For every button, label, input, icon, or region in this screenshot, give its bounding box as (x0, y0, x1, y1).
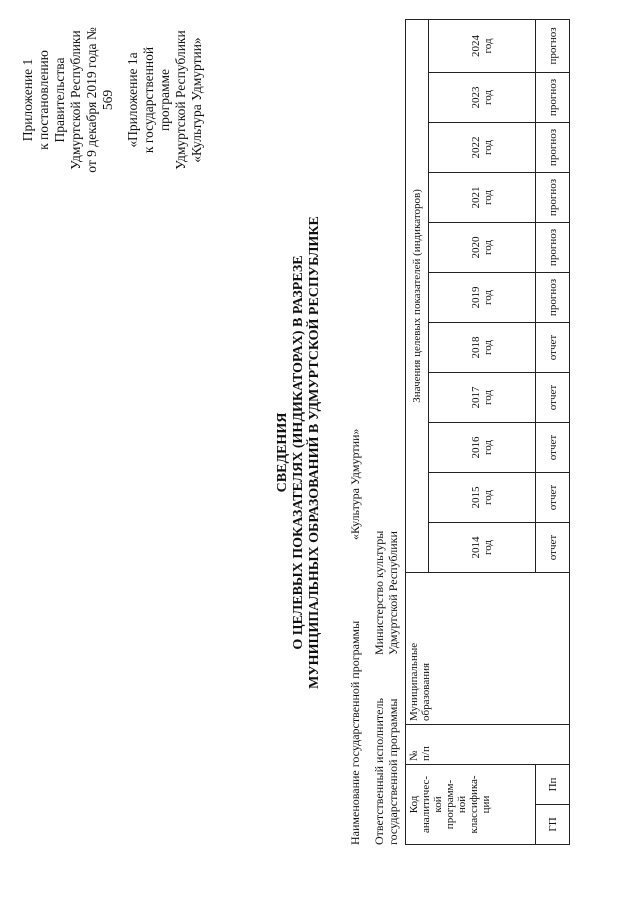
year-value: 2022 (469, 136, 482, 159)
indicators-table (405, 19, 570, 845)
appendix-1a-line: Удмуртской Республики (173, 30, 188, 170)
appendix-line: Приложение 1 (20, 58, 35, 142)
code-header-line: кой (432, 796, 444, 813)
program-name-value: «Культура Удмуртии» (348, 428, 362, 540)
year-cell (428, 122, 535, 172)
code-header-line: ной (456, 795, 468, 814)
appendix-1a-line: «Приложение 1а (125, 52, 140, 148)
year-unit: год (481, 539, 494, 555)
executor-label-1: Ответственный исполнитель (372, 698, 386, 845)
status-cell: прогноз (536, 272, 570, 322)
code-header-line: аналитичес- (420, 775, 432, 834)
num-header-line: п/п (420, 746, 432, 761)
year-value: 2023 (469, 86, 482, 109)
year-cell (428, 372, 535, 422)
executor-label-2: государственной программы (386, 698, 400, 845)
title-line: О ЦЕЛЕВЫХ ПОКАЗАТЕЛЯХ (ИНДИКАТОРАХ) В РАЗРЕЗЕ (291, 255, 306, 650)
year-unit: год (481, 289, 494, 305)
year-cell (428, 522, 535, 572)
year-value: 2020 (469, 236, 482, 259)
municipal-header-line: Муниципальные (408, 642, 420, 721)
year-value: 2019 (469, 286, 482, 309)
pp-header-cell: Пп (536, 764, 570, 804)
code-header-line: Код (408, 795, 420, 814)
year-value: 2014 (469, 536, 482, 559)
year-unit: год (481, 139, 494, 155)
status-cell: прогноз (536, 72, 570, 122)
year-cell (428, 322, 535, 372)
values-header-cell: Значения целевых показателей (индикаторов) (406, 19, 429, 572)
appendix-1a-block (125, 20, 205, 180)
year-unit: год (481, 389, 494, 405)
year-unit: год (481, 239, 494, 255)
municipal-header-line: образования (420, 662, 432, 721)
executor-value-2: Удмуртской Республики (386, 531, 400, 655)
appendix-line: Удмуртской Республики (68, 30, 83, 170)
status-cell: прогноз (536, 172, 570, 222)
appendix-line: к постановлению Правительства (36, 50, 67, 150)
num-header-line: № (408, 750, 420, 761)
code-header-line: классифика- (468, 775, 480, 834)
code-header-line: программ- (444, 779, 456, 830)
year-unit: год (481, 489, 494, 505)
status-cell: отчет (536, 372, 570, 422)
year-unit: год (481, 89, 494, 105)
year-cell (428, 172, 535, 222)
status-cell: отчет (536, 522, 570, 572)
year-value: 2018 (469, 336, 482, 359)
municipal-header-cell (406, 572, 570, 724)
title-line: МУНИЦИПАЛЬНЫХ ОБРАЗОВАНИЙ В УДМУРТСКОЙ РЕСПУБЛИКЕ (307, 216, 322, 689)
code-header-cell (406, 764, 536, 844)
appendix-block (20, 20, 116, 180)
year-unit: год (481, 439, 494, 455)
status-cell: прогноз (536, 19, 570, 72)
rotated-sheet (20, 20, 620, 885)
year-value: 2016 (469, 436, 482, 459)
year-cell (428, 19, 535, 72)
document-title (275, 20, 323, 885)
year-value: 2021 (469, 186, 482, 209)
gp-header-cell: ГП (536, 805, 570, 845)
code-header-line: ции (480, 795, 492, 814)
year-cell (428, 272, 535, 322)
year-value: 2017 (469, 386, 482, 409)
status-cell: прогноз (536, 122, 570, 172)
year-cell (428, 72, 535, 122)
executor-value-1: Министерство культуры (372, 530, 386, 655)
year-unit: год (481, 189, 494, 205)
year-cell (428, 222, 535, 272)
status-cell: прогноз (536, 222, 570, 272)
year-cell (428, 422, 535, 472)
status-cell: отчет (536, 322, 570, 372)
year-unit: год (481, 38, 494, 54)
status-cell: отчет (536, 422, 570, 472)
status-cell: отчет (536, 472, 570, 522)
appendix-1a-line: к государственной программе (141, 46, 172, 154)
title-line: СВЕДЕНИЯ (275, 412, 290, 493)
num-header-cell (406, 724, 570, 764)
year-value: 2024 (469, 34, 482, 57)
appendix-line: от 9 декабря 2019 года № 569 (84, 27, 115, 173)
year-cell (428, 472, 535, 522)
appendix-1a-line: «Культура Удмуртии» (189, 37, 204, 163)
year-value: 2015 (469, 486, 482, 509)
year-unit: год (481, 339, 494, 355)
program-name-label: Наименование государственной программы (348, 620, 362, 845)
